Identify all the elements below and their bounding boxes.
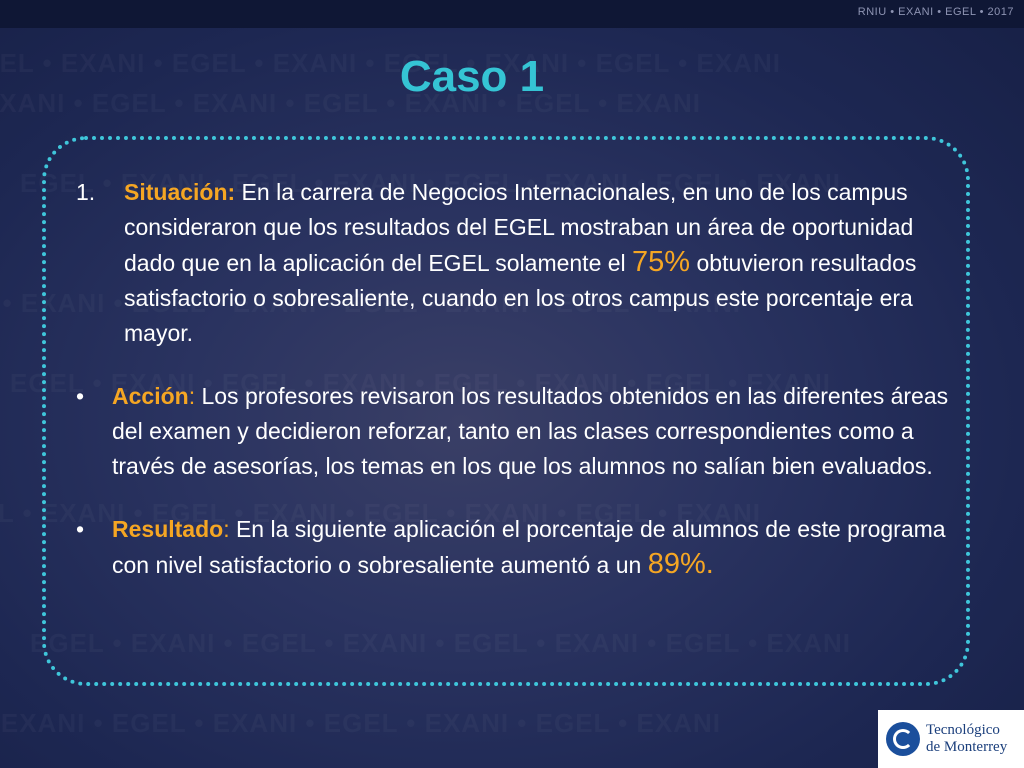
- resultado-label: Resultado: [112, 516, 224, 542]
- tec-monterrey-logo: [878, 710, 1024, 768]
- percentage-75: 75%: [632, 246, 691, 278]
- logo-line-1: Tecnológico: [926, 722, 1000, 738]
- accion-text: Los profesores revisaron los resultados obtenidos en las diferentes áreas del examen y decidieron reforzar, tanto en las clases correspondientes como a través de asesorías, los temas en los que los alumnos no salían bien evaluados.: [112, 383, 949, 479]
- list-item-situacion: [70, 175, 950, 351]
- list-item-accion: [70, 379, 950, 484]
- resultado-colon: :: [223, 516, 230, 542]
- accion-colon: :: [188, 383, 196, 409]
- situacion-label: Situación:: [124, 179, 236, 205]
- watermark-line: [0, 708, 721, 739]
- accion-label: Acción: [112, 383, 189, 409]
- situacion-text-end: obtuvieron resultados satisfactorio o sobresaliente, cuando en los otros campus este porcentaje era mayor.: [124, 250, 917, 346]
- logo-line-2: de Monterrey: [926, 739, 1008, 755]
- bullet-icon: •: [76, 383, 85, 409]
- slide-content: [70, 175, 950, 611]
- list-number: 1.: [76, 179, 96, 205]
- situacion-text: En la carrera de Negocios Internacionales, en uno de los campus consideraron que los resultados del EGEL mostraban un área de oportunidad dado que en la aplicación del EGEL solamente el: [124, 179, 914, 276]
- top-bar: [0, 0, 1024, 28]
- header-tag: RNIU • EXANI • EGEL • 2017: [857, 6, 1014, 18]
- logo-text: [926, 722, 1007, 756]
- resultado-text: En la siguiente aplicación el porcentaje de alumnos de este programa con nivel satisfactorio o sobresaliente aumentó a un: [112, 516, 946, 578]
- bullet-icon: •: [76, 516, 85, 542]
- logo-emblem-icon: [886, 722, 920, 756]
- percentage-89: 89%.: [647, 548, 714, 580]
- slide-title: Caso 1: [399, 52, 545, 101]
- list-item-resultado: [70, 512, 950, 583]
